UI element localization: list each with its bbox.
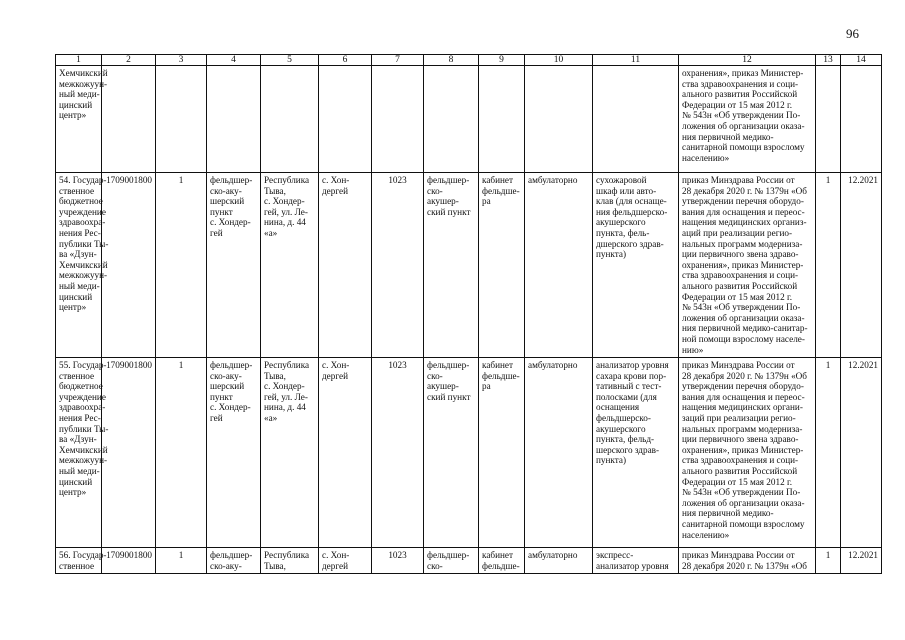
cell-line: 12.2021: [848, 550, 878, 561]
cell-line: ско-аку-: [210, 185, 242, 196]
equipment-cell: [593, 66, 679, 173]
cell-line: полосками (для: [596, 391, 657, 402]
cell-line: нина, д. 44: [264, 217, 306, 228]
cell-line: экспресс-: [596, 550, 634, 561]
cell-line: фельдше-: [482, 560, 520, 571]
unit-cell: [207, 173, 261, 358]
cell-line: нения Рес-: [59, 413, 101, 424]
cell-line: 56. Государ-: [59, 550, 107, 561]
legal-basis-cell: [679, 66, 816, 173]
cell-line: бюджетное: [59, 381, 103, 392]
cell-line: пункта, фель-: [596, 227, 650, 238]
cell-line: анализатор уровня: [596, 360, 669, 371]
cell-line: дшерского здрав-: [596, 238, 664, 249]
cell-line: кабинет: [482, 360, 514, 371]
cell-line: 1: [825, 550, 831, 561]
cell-line: «а»: [264, 227, 278, 238]
cell-line: цинский: [59, 476, 93, 487]
locality-cell: [319, 548, 372, 574]
locality-cell: [319, 173, 372, 358]
cell-line: фельдше-: [482, 185, 520, 196]
column-header: 10: [525, 55, 593, 66]
cell-line: Федерации от 15 мая 2012 г.: [682, 291, 793, 302]
cell-line: здравоохра-: [59, 217, 106, 228]
cell-line: ско-: [427, 370, 443, 381]
cell-line: 1: [178, 175, 184, 185]
cell-line: № 543н «Об утверждении По-: [682, 302, 801, 313]
cell-line: дергей: [322, 185, 348, 196]
cell-line: с. Хондер-: [210, 217, 251, 228]
cell-line: № 543н «Об утверждении По-: [682, 110, 801, 121]
cell-line: населению»: [682, 529, 730, 540]
cell-line: Тыва,: [264, 185, 286, 196]
cell-line: с. Хондер-: [264, 381, 305, 392]
cell-line: акушерского: [596, 423, 646, 434]
cell-line: с. Хондер-: [210, 402, 251, 413]
address-cell: [261, 66, 319, 173]
cell-line: Республика: [264, 175, 310, 185]
code-cell: [102, 358, 156, 548]
column-header: 5: [261, 55, 319, 66]
cell-line: утверждении перечня оборудо-: [682, 381, 804, 392]
cell-line: учреждение: [59, 391, 106, 402]
cell-line: гей, ул. Ле-: [264, 206, 308, 217]
date-cell: [841, 358, 882, 548]
cell-line: учреждение: [59, 206, 106, 217]
cell-line: ский пункт: [427, 206, 471, 217]
cell-line: ложения об организации оказа-: [682, 497, 805, 508]
unit-type-cell: [424, 66, 479, 173]
cell-line: оснащения: [596, 402, 640, 413]
cell-line: Федерации от 15 мая 2012 г.: [682, 99, 793, 110]
table-row: [56, 173, 882, 358]
equipment-cell: [593, 548, 679, 574]
cell-line: ства здравоохранения и соци-: [682, 78, 799, 89]
cell-line: акушер-: [427, 196, 459, 207]
cell-line: межкожуун-: [59, 78, 108, 89]
cell-line: с. Хон-: [322, 175, 350, 185]
cell-line: охранения», приказ Министер-: [682, 444, 804, 455]
cell-line: цинский: [59, 99, 93, 110]
cell-line: с. Хондер-: [264, 196, 305, 207]
unit-cell: [207, 548, 261, 574]
cell-line: центр»: [59, 302, 87, 313]
cell-line: 1: [825, 360, 831, 371]
cell-line: ложения об организации оказа-: [682, 120, 805, 131]
cell-line: 28 декабря 2020 г. № 1379н «Об: [682, 185, 807, 196]
cell-line: № 543н «Об утверждении По-: [682, 487, 801, 498]
cell-line: бюджетное: [59, 196, 103, 207]
equipment-table: [55, 54, 882, 574]
equipment-cell: [593, 358, 679, 548]
cell-line: нию»: [682, 344, 704, 355]
count-cell: [156, 358, 207, 548]
cell-line: с. Хон-: [322, 550, 350, 561]
cell-line: 28 декабря 2020 г. № 1379н «Об: [682, 560, 807, 571]
cell-line: ственное: [59, 560, 95, 571]
column-header: 4: [207, 55, 261, 66]
cell-line: Хемчикский: [59, 444, 108, 455]
unit-type-cell: [424, 173, 479, 358]
cell-line: тативный с тест-: [596, 381, 662, 392]
cell-line: 1023: [388, 175, 407, 185]
number-cell: [372, 66, 424, 173]
cell-line: приказ Минздрава России от: [682, 175, 795, 185]
cell-line: амбулаторно: [528, 360, 578, 371]
cell-line: ального развития Российской: [682, 280, 798, 291]
column-header: 9: [479, 55, 525, 66]
cell-line: санитарной помощи взрослому: [682, 142, 805, 153]
cell-line: вания для оснащения и переос-: [682, 391, 805, 402]
cell-line: приказ Минздрава России от: [682, 550, 795, 561]
cell-line: публики Ты-: [59, 423, 109, 434]
care-form-cell: [525, 358, 593, 548]
cell-line: 54. Государ-: [59, 175, 107, 185]
cell-line: фельдшерско-: [596, 413, 651, 424]
cell-line: нащения медицинских органи-: [682, 402, 803, 413]
cell-line: вания для оснащения и переос-: [682, 206, 805, 217]
cell-line: публики Ты-: [59, 238, 109, 249]
cell-line: ства здравоохранения и соци-: [682, 455, 799, 466]
cell-line: фельдше-: [482, 370, 520, 381]
cell-line: ско-аку-: [210, 560, 242, 571]
institution-cell: [56, 173, 109, 358]
cell-line: акушерского: [596, 217, 646, 228]
cell-line: Республика: [264, 360, 310, 371]
cell-line: нина, д. 44: [264, 402, 306, 413]
cell-line: ции первичного звена здраво-: [682, 434, 799, 445]
cell-line: нащения медицинских организ-: [682, 217, 807, 228]
cell-line: 1023: [388, 360, 407, 371]
quantity-cell: [816, 173, 841, 358]
cell-line: пункт: [210, 391, 233, 402]
cell-line: охранения», приказ Министер-: [682, 68, 804, 78]
cell-line: ный меди-: [59, 466, 100, 477]
room-cell: [479, 548, 525, 574]
room-cell: [479, 358, 525, 548]
cell-line: 12.2021: [848, 175, 878, 185]
cell-line: ский пункт: [427, 391, 471, 402]
cell-line: здравоохра-: [59, 402, 106, 413]
unit-cell: [207, 66, 261, 173]
legal-basis-cell: [679, 173, 816, 358]
cell-line: утверждении перечня оборудо-: [682, 196, 804, 207]
cell-line: ального развития Российской: [682, 466, 798, 477]
cell-line: фельдшер-: [210, 360, 253, 371]
cell-line: «а»: [264, 413, 278, 424]
cell-line: шерский: [210, 381, 245, 392]
cell-line: нальных программ модерниза-: [682, 238, 803, 249]
count-cell: [156, 173, 207, 358]
cell-line: Республика: [264, 550, 310, 561]
cell-line: нения Рес-: [59, 227, 101, 238]
page-number: 96: [846, 26, 859, 41]
cell-line: сухожаровой: [596, 175, 647, 185]
cell-line: пункта): [596, 249, 627, 260]
code-cell: [102, 173, 156, 358]
locality-cell: [319, 66, 372, 173]
cell-line: пункт: [210, 206, 233, 217]
cell-line: 1023: [388, 550, 407, 561]
cell-line: аций при реализации регио-: [682, 227, 793, 238]
cell-line: 1709001800: [106, 360, 152, 371]
cell-line: ва «Дзун-: [59, 249, 97, 260]
institution-cell: [56, 66, 108, 173]
table-row: [56, 548, 882, 574]
quantity-cell: [816, 66, 841, 173]
cell-line: анализатор уровня: [596, 560, 669, 571]
cell-line: сахара крови пор-: [596, 370, 667, 381]
unit-cell: [207, 358, 261, 548]
cell-line: пункта): [596, 455, 627, 466]
cell-line: нальных программ модерниза-: [682, 423, 803, 434]
cell-line: Тыва,: [264, 560, 286, 571]
room-cell: [479, 173, 525, 358]
cell-line: ва «Дзун-: [59, 434, 97, 445]
address-cell: [261, 173, 319, 358]
column-header: 1: [56, 55, 102, 66]
cell-line: 1709001800: [106, 175, 152, 185]
cell-line: гей: [210, 227, 223, 238]
cell-line: ско-: [427, 560, 443, 571]
cell-line: 12.2021: [848, 360, 878, 371]
table-row: [56, 358, 882, 548]
cell-line: амбулаторно: [528, 550, 578, 561]
column-header: 6: [319, 55, 372, 66]
cell-line: шкаф или авто-: [596, 185, 657, 196]
date-cell: [841, 66, 882, 173]
cell-line: кабинет: [482, 175, 514, 185]
cell-line: ния фельдшерско-: [596, 206, 668, 217]
column-header: 2: [102, 55, 156, 66]
cell-line: шерского здрав-: [596, 444, 660, 455]
cell-line: клав (для оснаще-: [596, 196, 667, 207]
cell-line: центр»: [59, 487, 87, 498]
cell-line: цинский: [59, 291, 93, 302]
quantity-cell: [816, 358, 841, 548]
cell-line: 1: [178, 360, 184, 371]
cell-line: ства здравоохранения и соци-: [682, 270, 799, 281]
cell-line: 1: [178, 550, 184, 561]
column-header: 12: [679, 55, 816, 66]
cell-line: кабинет: [482, 550, 514, 561]
cell-line: фельдшер-: [427, 550, 470, 561]
cell-line: шерский: [210, 196, 245, 207]
cell-line: ный меди-: [59, 89, 100, 100]
cell-line: пункта, фельд-: [596, 434, 655, 445]
cell-line: 55. Государ-: [59, 360, 107, 371]
equipment-cell: [593, 173, 679, 358]
care-form-cell: [525, 66, 593, 173]
cell-line: Хемчикский: [59, 259, 108, 270]
cell-line: Федерации от 15 мая 2012 г.: [682, 476, 793, 487]
cell-line: приказ Минздрава России от: [682, 360, 795, 371]
cell-line: ра: [482, 196, 491, 207]
cell-line: ско-: [427, 185, 443, 196]
date-cell: [841, 173, 882, 358]
address-cell: [261, 548, 319, 574]
unit-type-cell: [424, 358, 479, 548]
room-cell: [479, 66, 525, 173]
cell-line: ственное: [59, 370, 95, 381]
cell-line: 28 декабря 2020 г. № 1379н «Об: [682, 370, 807, 381]
cell-line: фельдшер-: [427, 175, 470, 185]
cell-line: ный меди-: [59, 280, 100, 291]
care-form-cell: [525, 548, 593, 574]
cell-line: санитарной помощи взрослому: [682, 519, 805, 529]
cell-line: ложения об организации оказа-: [682, 312, 805, 323]
column-header: 11: [593, 55, 679, 66]
column-header: 14: [841, 55, 882, 66]
unit-type-cell: [424, 548, 479, 574]
cell-line: с. Хон-: [322, 360, 350, 371]
column-header: 8: [424, 55, 479, 66]
legal-basis-cell: [679, 548, 816, 574]
cell-line: Хемчикский: [59, 68, 108, 78]
date-cell: [841, 548, 882, 574]
cell-line: центр»: [59, 110, 87, 121]
institution-cell: [56, 358, 109, 548]
address-cell: [261, 358, 319, 548]
cell-line: ра: [482, 381, 491, 392]
cell-line: ственное: [59, 185, 95, 196]
cell-line: фельдшер-: [210, 175, 253, 185]
cell-line: дергей: [322, 370, 348, 381]
cell-line: охранения», приказ Министер-: [682, 259, 804, 270]
cell-line: ния первичной медико-санитар-: [682, 323, 808, 334]
count-cell: [156, 548, 207, 574]
cell-line: межкожуун-: [59, 270, 108, 281]
cell-line: акушер-: [427, 381, 459, 392]
institution-cell: [56, 548, 107, 574]
cell-line: амбулаторно: [528, 175, 578, 185]
cell-line: межкожуун-: [59, 455, 108, 466]
code-cell: [102, 548, 156, 574]
cell-line: ния первичной медико-: [682, 508, 774, 519]
legal-basis-cell: [679, 358, 816, 548]
quantity-cell: [816, 548, 841, 574]
cell-line: ско-аку-: [210, 370, 242, 381]
cell-line: фельдшер-: [427, 360, 470, 371]
column-header: 3: [156, 55, 207, 66]
number-cell: [372, 173, 424, 358]
code-cell: [102, 66, 156, 173]
cell-line: ния первичной медико-: [682, 131, 774, 142]
number-cell: [372, 358, 424, 548]
cell-line: ной помощи взрослому населе-: [682, 333, 805, 344]
cell-line: Тыва,: [264, 370, 286, 381]
care-form-cell: [525, 173, 593, 358]
cell-line: гей, ул. Ле-: [264, 391, 308, 402]
cell-line: ального развития Российской: [682, 89, 798, 100]
table-row: [56, 66, 882, 173]
number-cell: [372, 548, 424, 574]
cell-line: 1: [825, 175, 831, 185]
cell-line: заций при реализации регио-: [682, 413, 796, 424]
column-header: 7: [372, 55, 424, 66]
cell-line: фельдшер-: [210, 550, 253, 561]
cell-line: ции первичного звена здраво-: [682, 249, 799, 260]
cell-line: 1709001800: [106, 550, 152, 561]
header-row: [56, 55, 882, 66]
count-cell: [156, 66, 207, 173]
cell-line: дергей: [322, 560, 348, 571]
cell-line: населению»: [682, 152, 730, 163]
cell-line: гей: [210, 413, 223, 424]
locality-cell: [319, 358, 372, 548]
column-header: 13: [816, 55, 841, 66]
